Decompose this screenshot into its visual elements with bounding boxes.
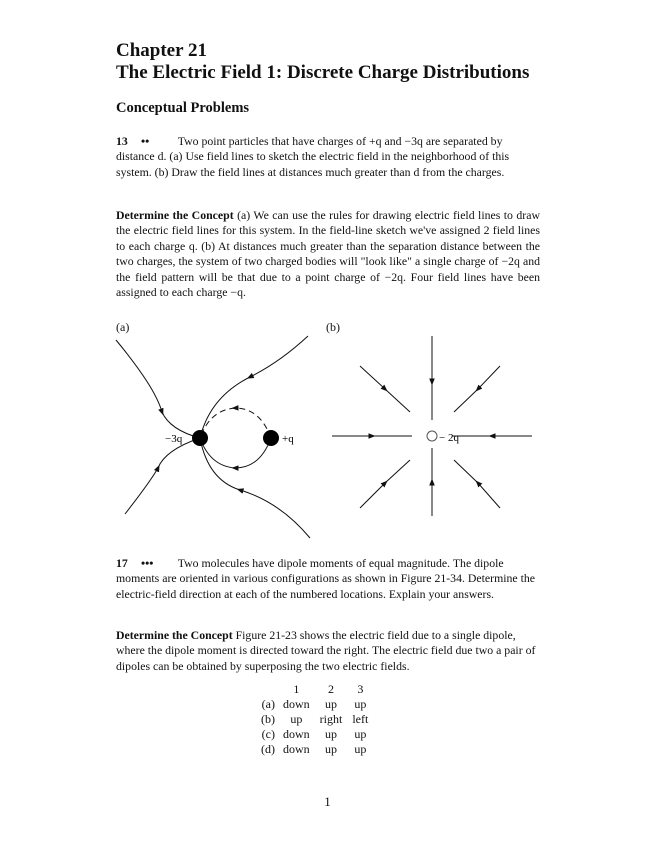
table-cell: up [325,697,337,711]
row-label: (b) [261,712,275,726]
problem-17-statement [116,556,540,602]
table-row [256,697,373,712]
chapter-number: Chapter 21 [116,40,207,61]
radial-line-bottom-right [454,460,500,508]
net-charge-label: − 2q [439,432,459,444]
chapter-title: The Electric Field 1: Discrete Charge Distributions [116,62,530,83]
table-cell: left [352,712,369,726]
positive-charge-dot [263,430,279,446]
difficulty-rating: •• [140,134,150,148]
figure-b-field-lines [328,332,538,542]
radial-line-top-right [454,366,500,412]
table-cell: down [283,697,310,711]
figure-b-label: (b) [326,320,340,334]
table-header: 2 [328,682,334,696]
negative-charge-dot [192,430,208,446]
table-row [256,742,373,757]
row-label: (c) [261,727,275,741]
table-row [256,727,373,742]
table-row [256,712,373,727]
field-line-lower-left [125,438,200,514]
field-line-upper-right [200,336,308,438]
figure-a-field-lines [110,332,320,542]
section-heading: Conceptual Problems [116,100,250,116]
solution-text: Figure 21-23 shows the electric field due to a single dipole, where the dipole moment is directed toward the right. The electric field due two a pair of dipoles can be obtained by superposing the two electric fields. [116,628,536,673]
table-cell: up [354,742,367,756]
table-cell: right [319,712,343,726]
problem-text: Two molecules have dipole moments of equal magnitude. The dipole moments are oriented in various configurations as shown in Figure 21-34. Determine the electric-field direction at each of the numbered locations. Explain your answers. [116,556,536,601]
table-cell: up [290,712,303,726]
table-cell: up [354,697,367,711]
problem-number: 17 [116,556,128,570]
table-cell: down [283,742,310,756]
answer-table [256,682,373,757]
difficulty-rating: ••• [140,556,154,570]
problem-17-solution [116,628,540,674]
row-label: (d) [261,742,275,756]
table-header: 1 [293,682,300,696]
radial-line-bottom-left [360,460,410,508]
figure-a-label: (a) [116,320,130,334]
solution-lead: Determine the Concept [116,628,233,642]
problem-number: 13 [116,134,128,148]
field-line-loop-lower [200,438,271,468]
net-charge-dot [427,431,437,441]
problem-text: Two point particles that have charges of +q and −3q are separated by distance d. (a) Use field lines to sketch the electric field in the neighborhood of this system. (b) Draw the field lines at distances much greater than d from the charges. [116,134,510,179]
table-header-row [256,682,373,697]
table-header: 3 [357,682,364,696]
field-line-lower-right [200,438,310,538]
problem-13-statement [116,134,540,180]
problem-13-solution [116,208,540,300]
table-cell: up [325,742,337,756]
row-label: (a) [261,697,275,711]
field-line-upper-left [116,340,200,438]
charge-label-right: +q [282,433,294,445]
solution-lead: Determine the Concept [116,208,234,222]
page-number: 1 [324,794,331,809]
table-cell: down [283,727,310,741]
chapter-heading [116,40,529,84]
solution-text: (a) We can use the rules for drawing electric field lines to draw the electric field lines for this system. In the field-line sketch we've assigned 2 field lines to each charge q. (b) At distances much greater than the separation distance between the two charges, the system of two charged bodies will "look like" a single charge of −2q and the field pattern will be that due to a point charge of −2q. Four field lines have been assigned to each charge −q. [116,208,540,300]
table-cell: up [354,727,367,741]
table-cell: up [325,727,337,741]
radial-line-top-left [360,366,410,412]
charge-label-left: −3q [165,433,183,445]
